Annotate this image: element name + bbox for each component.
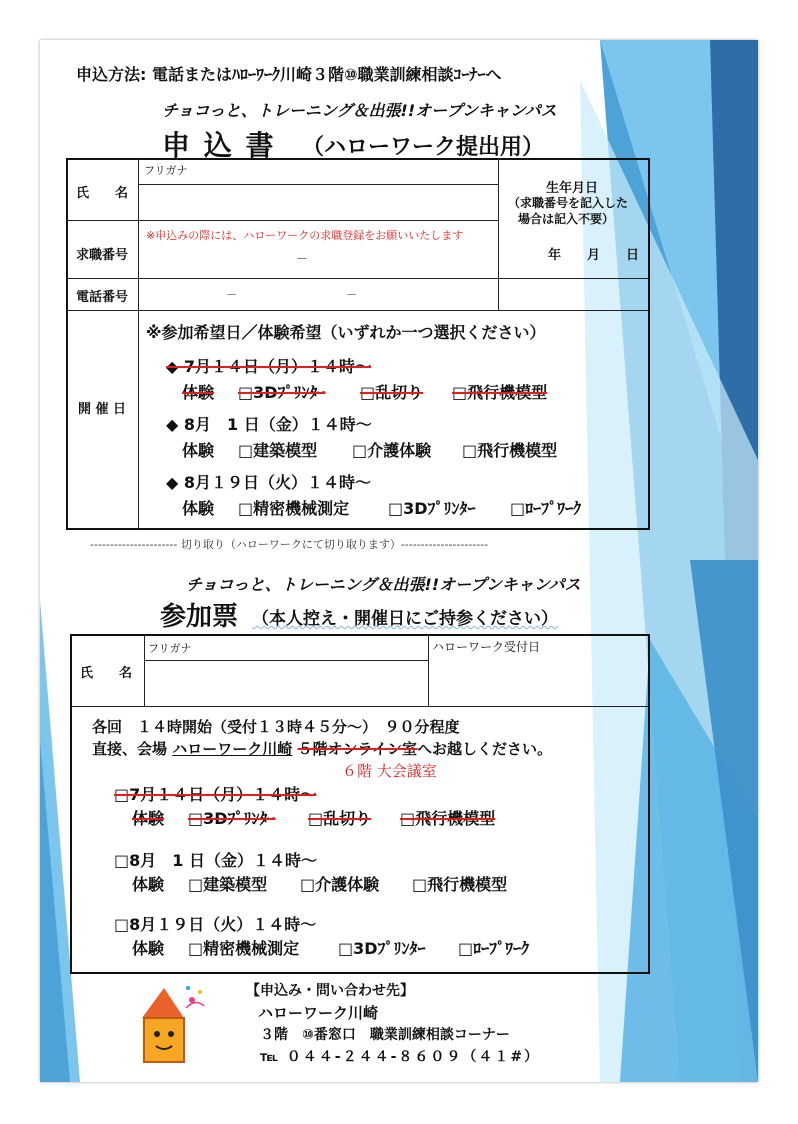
reception-date-label: ハローワーク受付日 [432, 640, 541, 654]
session-2-option-1[interactable]: □建築模型 [238, 441, 318, 460]
ticket-title: 参加票 [160, 602, 239, 632]
ticket-session-1-option-3[interactable]: □飛行機模型 [400, 809, 496, 828]
ticket-title-sub: （本人控え・開催日にご持参ください） [252, 609, 558, 629]
ticket-session-2-date: □8月 1 日（金）１４時～ [114, 851, 317, 870]
session-2-experience: 体験 [182, 441, 215, 460]
ticket-session-3-option-1[interactable]: □精密機械測定 [188, 939, 300, 958]
session-2-option-2[interactable]: □介護体験 [352, 441, 432, 460]
birthdate-label: 生年月日 [546, 181, 599, 196]
session-3-option-1[interactable]: □精密機械測定 [238, 499, 350, 518]
contact-desk: ３階 ⑩番窓口 職業訓練相談コーナー [260, 1027, 510, 1043]
ticket-time-info: 各回 １４時開始（受付１３時４５分～） ９０分程度 [92, 718, 460, 736]
birthdate-note-2: 場合は記入不要） [518, 212, 615, 226]
event-date-label: 開 催 日 [78, 402, 127, 417]
choose-note: ※参加希望日／体験希望（いずれか一つ選択ください） [146, 323, 546, 342]
contact-org: ハローワーク川崎 [258, 1004, 379, 1022]
session-1-option-2[interactable]: □乱切り [360, 383, 424, 402]
phone-input-sep-2[interactable]: － [346, 288, 357, 301]
session-3-experience: 体験 [182, 499, 215, 518]
venue-suffix: へお越しください。 [417, 740, 553, 758]
ticket-session-3-experience: 体験 [132, 939, 165, 958]
document-page [40, 40, 758, 1082]
ticket-name-input[interactable] [146, 662, 426, 704]
venue-name: ハローワーク川崎 [172, 740, 293, 758]
ticket-session-3-option-2[interactable]: □3Dﾌﾟﾘﾝﾀｰ [338, 939, 426, 958]
session-2-option-3[interactable]: □飛行機模型 [462, 441, 558, 460]
ticket-session-1-date: □7月１４日（月）１４時～ [114, 785, 317, 804]
ticket-session-3-option-3[interactable]: □ﾛｰﾌﾟﾜｰｸ [458, 939, 530, 958]
ticket-session-2-experience: 体験 [132, 875, 165, 894]
ticket-session-2-option-1[interactable]: □建築模型 [188, 875, 268, 894]
ticket-venue-info [92, 738, 552, 759]
job-number-label: 求職番号 [76, 248, 129, 263]
ticket-session-1-option-2[interactable]: □乱切り [308, 809, 372, 828]
cut-line: ---------------------- 切り取り（ハローワークにて切り取ります）---------------------- [90, 538, 489, 551]
ticket-subtitle: チョコっと、トレーニング＆出張!!オープンキャンパス [186, 575, 581, 594]
session-3-date: ◆ 8月１９日（火）１４時～ [166, 473, 372, 492]
mascot-illustration [132, 978, 212, 1068]
form-title: 申 込 書 [162, 129, 276, 162]
job-number-note: ※申込みの際には、ハローワークの求職登録をお願いいたします [146, 229, 464, 242]
application-method: 申込方法: 電話またはﾊﾛｰﾜｰｸ川崎３階⑩職業訓練相談ｺｰﾅｰへ [76, 65, 502, 84]
furigana-label: フリガナ [144, 164, 188, 177]
session-1-option-1[interactable]: □3Dﾌﾟﾘﾝﾀｰ [238, 383, 326, 402]
name-input[interactable] [140, 186, 494, 218]
ticket-name-label: 氏 名 [80, 666, 133, 681]
form-subtitle: チョコっと、トレーニング＆出張!!オープンキャンパス [162, 101, 557, 120]
session-2-date: ◆ 8月 1 日（金）１４時～ [166, 415, 372, 434]
name-label: 氏 名 [76, 186, 129, 201]
contact-tel: ℡ ０４４-２４４-８６０９（４１#） [260, 1049, 541, 1065]
session-3-option-2[interactable]: □3Dﾌﾟﾘﾝﾀｰ [388, 499, 476, 518]
form-title-sub: （ハローワーク提出用） [302, 135, 545, 160]
venue-prefix: 直接、会場 [92, 740, 173, 758]
ticket-session-1-experience: 体験 [132, 809, 165, 828]
session-3-option-3[interactable]: □ﾛｰﾌﾟﾜｰｸ [510, 499, 582, 518]
ticket-furigana-label: フリガナ [148, 642, 192, 655]
phone-label: 電話番号 [76, 290, 129, 305]
birthdate-note-1: （求職番号を記入した [508, 196, 629, 210]
ticket-session-1-option-1[interactable]: □3Dﾌﾟﾘﾝﾀｰ [188, 809, 276, 828]
contact-heading: 【申込み・問い合わせ先】 [246, 983, 414, 999]
ticket-session-3-date: □8月１９日（火）１４時～ [114, 915, 317, 934]
session-1-experience: 体験 [182, 383, 215, 402]
session-1-date: ◆ 7月１４日（月）１４時～ [166, 357, 372, 376]
venue-new-room: ６階 大会議室 [342, 762, 437, 780]
ticket-session-2-option-3[interactable]: □飛行機模型 [412, 875, 508, 894]
session-1-option-3[interactable]: □飛行機模型 [452, 383, 548, 402]
venue-old-room: ５階オンライン室 [297, 740, 418, 758]
birthdate-input[interactable]: 年 月 日 [548, 248, 640, 263]
job-number-input[interactable]: － [296, 252, 309, 266]
phone-input-sep-1[interactable]: － [226, 288, 237, 301]
ticket-session-2-option-2[interactable]: □介護体験 [300, 875, 380, 894]
